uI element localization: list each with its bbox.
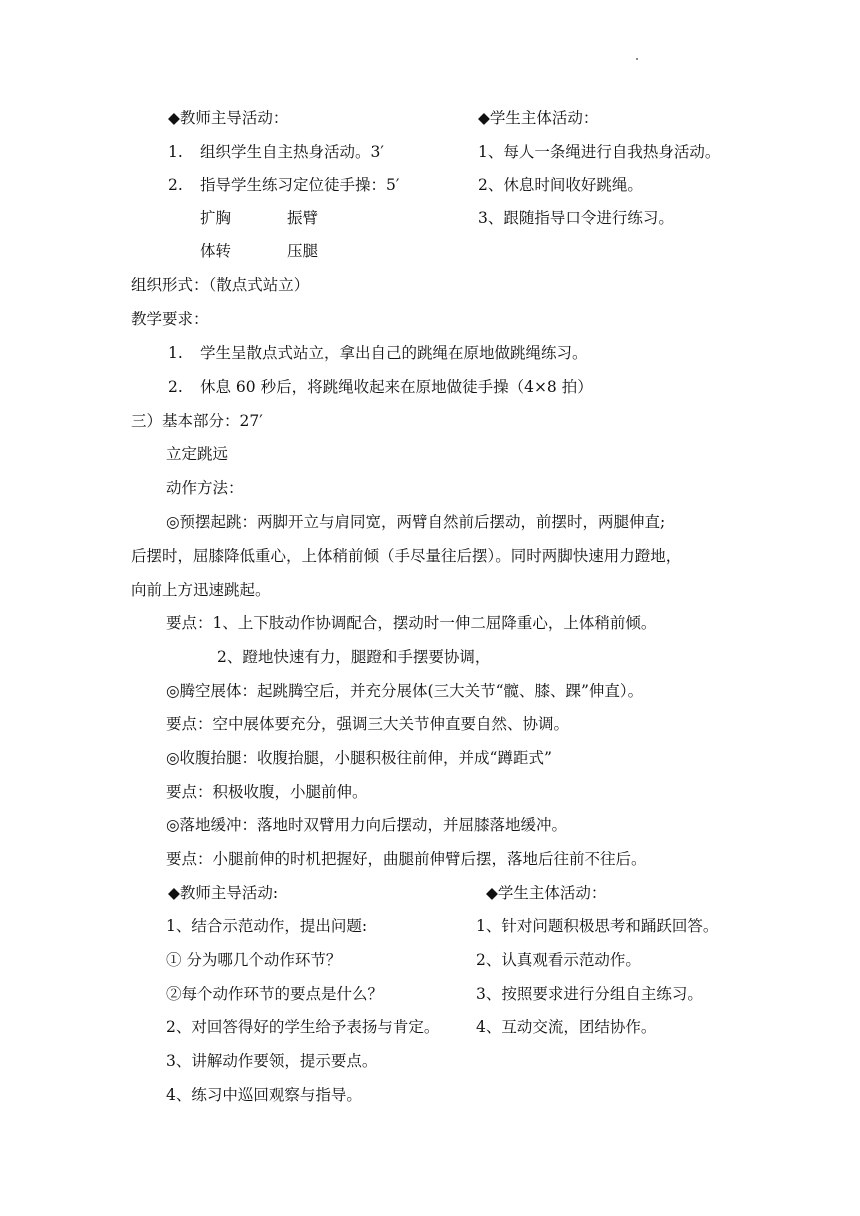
paragraph-line: ◎落地缓冲：落地时双臂用力向后摆动，并屈膝落地缓冲。 — [166, 816, 568, 834]
teacher-item: 1、结合示范动作，提出问题: — [166, 917, 368, 935]
student-activity-heading: ◆学生主体活动： — [478, 109, 599, 127]
key-point-line: 要点：1、上下肢动作协调配合，摆动时一伸二屈降重心，上体稍前倾。 — [166, 614, 657, 632]
requirement-text: 休息 60 秒后，将跳绳收起来在原地做徒手操（4×8 拍） — [200, 378, 593, 396]
key-point-line: 2、蹬地快速有力，腿蹬和手摆要协调， — [217, 648, 491, 666]
key-point-line: 要点：积极收腹，小腿前伸。 — [166, 783, 368, 801]
exercise-name: 扩胸 — [200, 209, 232, 227]
paragraph-line: ◎腾空展体：起跳腾空后，并充分展体(三大关节“髋、膝、踝”伸直）。 — [166, 682, 644, 700]
teacher-activity-heading: ◆教师主导活动： — [168, 109, 289, 127]
student-item: 3、跟随指导口令进行练习。 — [478, 209, 674, 227]
requirement-text: 学生呈散点式站立，拿出自己的跳绳在原地做跳绳练习。 — [200, 344, 588, 362]
teacher-item-text: 指导学生练习定位徒手操：5′ — [200, 176, 400, 194]
student-item: 4、互动交流，团结协作。 — [476, 1018, 657, 1036]
action-method-title: 动作方法： — [166, 479, 244, 497]
topic-title: 立定跳远 — [166, 445, 229, 463]
organization-form: 组织形式：（散点式站立） — [131, 276, 310, 294]
teacher-item-number: 2. — [168, 176, 183, 194]
page-dot-mark — [636, 58, 638, 60]
paragraph-line: ◎预摆起跳：两脚开立与肩同宽，两臂自然前后摆动，前摆时，两腿伸直; — [166, 513, 666, 531]
teacher-item: 3、讲解动作要领，提示要点。 — [166, 1052, 378, 1070]
basic-part-heading: 三）基本部分：27′ — [131, 412, 263, 430]
requirement-number: 1. — [168, 344, 183, 362]
exercise-name: 体转 — [200, 242, 232, 260]
paragraph-line: 后摆时，屈膝降低重心，上体稍前倾（手尽量往后摆）。同时两脚快速用力蹬地， — [131, 547, 682, 565]
student-item: 1、针对问题积极思考和踊跃回答。 — [476, 917, 719, 935]
teacher-item: ① 分为哪几个动作环节？ — [166, 951, 342, 969]
teaching-requirements-title: 教学要求： — [131, 310, 209, 328]
teacher-item: 2、对回答得好的学生给予表扬与肯定。 — [166, 1018, 440, 1036]
student-item: 2、休息时间收好跳绳。 — [478, 176, 643, 194]
student-item: 2、认真观看示范动作。 — [476, 951, 641, 969]
teacher-activity-heading: ◆教师主导活动: — [168, 884, 279, 902]
exercise-name: 振臂 — [287, 209, 319, 227]
teacher-item: 4、练习中巡回观察与指导。 — [166, 1086, 362, 1104]
teacher-item-number: 1. — [168, 143, 183, 161]
exercise-name: 压腿 — [287, 242, 319, 260]
teacher-item-text: 组织学生自主热身活动。3′ — [200, 143, 384, 161]
key-point-line: 要点：空中展体要充分，强调三大关节伸直要自然、协调。 — [166, 715, 570, 733]
paragraph-line: ◎收腹抬腿：收腹抬腿，小腿积极往前伸，并成“蹲距式” — [166, 749, 552, 767]
student-activity-heading: ◆学生主体活动： — [486, 884, 607, 902]
key-point-line: 要点：小腿前伸的时机把握好，曲腿前伸臂后摆，落地后往前不往后。 — [166, 850, 647, 868]
student-item: 1、每人一条绳进行自我热身活动。 — [478, 143, 721, 161]
teacher-item: ②每个动作环节的要点是什么？ — [166, 985, 384, 1003]
paragraph-line: 向前上方迅速跳起。 — [131, 581, 271, 599]
student-item: 3、按照要求进行分组自主练习。 — [476, 985, 703, 1003]
requirement-number: 2. — [168, 378, 183, 396]
